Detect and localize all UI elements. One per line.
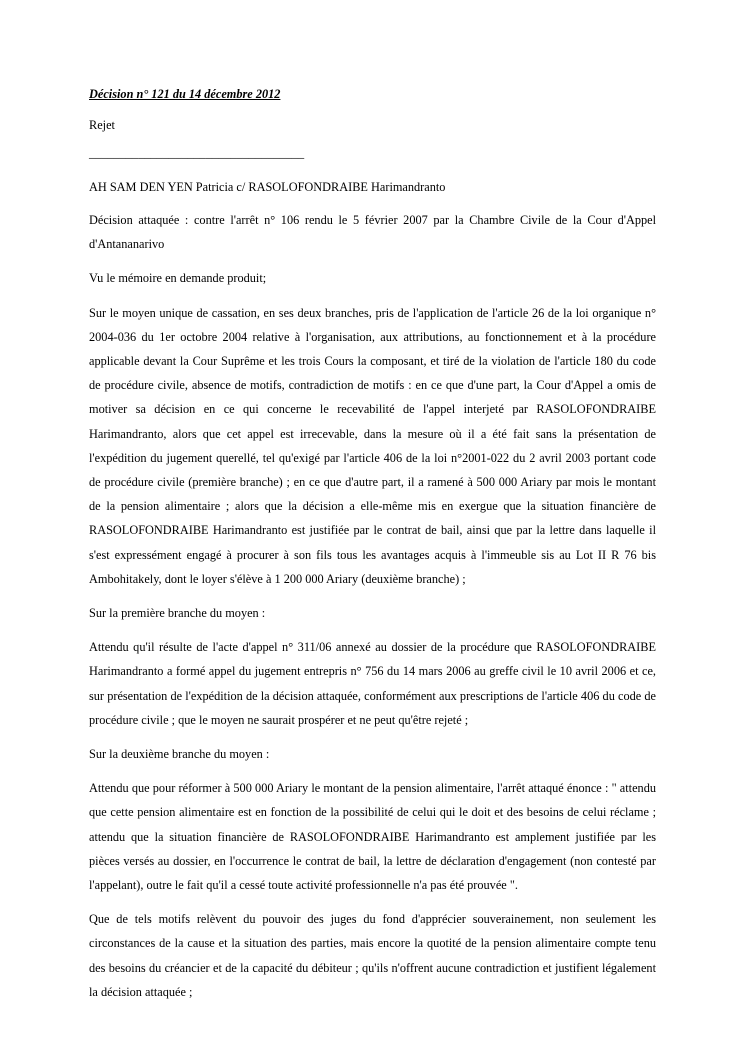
- paragraph-attendu-acte-appel: Attendu qu'il résulte de l'acte d'appel n° 311/06 annexé au dossier de la procédure que RASOLOFONDRAIBE Harimandranto a formé appel du jugement entrepris n° 756 du 14 mars 2006 au greffe civil le 10 avril 2006 et ce, sur présentation de l'expédition de la décision attaquée, conformément aux prescriptions de l'article 406 du code de procédure civile ; que le moyen ne saurait prospérer et ne peut qu'être rejeté ;: [89, 640, 656, 727]
- paragraph-vu-memoire: Vu le mémoire en demande produit;: [89, 271, 267, 286]
- separator-line: ___________________________________: [89, 146, 305, 160]
- heading-premiere-branche: Sur la première branche du moyen :: [89, 606, 266, 621]
- decision-title: Décision n° 121 du 14 décembre 2012: [89, 87, 281, 101]
- decision-outcome: Rejet: [89, 118, 115, 132]
- heading-deuxieme-branche: Sur la deuxième branche du moyen :: [89, 747, 270, 762]
- paragraph-que-de-tels-motifs: Que de tels motifs relèvent du pouvoir des juges du fond d'apprécier souverainement, non seulement les circonstances de la cause et la situation des parties, mais encore la quotité de la pension alimentaire compte tenu des besoins du créancier et de la capacité du débiteur ; qu'ils n'offrent aucune contradiction et justifient légalement la décision attaquée ;: [89, 912, 656, 999]
- paragraph-decision-attaquee: Décision attaquée : contre l'arrêt n° 106 rendu le 5 février 2007 par la Chambre Civile de la Cour d'Appel d'Antananarivo: [89, 213, 656, 252]
- parties-line: AH SAM DEN YEN Patricia c/ RASOLOFONDRAIBE Harimandranto: [89, 180, 446, 194]
- document-page: [89, 86, 656, 1014]
- paragraph-attendu-pension: Attendu que pour réformer à 500 000 Ariary le montant de la pension alimentaire, l'arrêt attaqué énonce : " attendu que cette pension alimentaire est en fonction de la possibilité de celui qui le doit et des besoins de celui réclame ; attendu que la situation financière de RASOLOFONDRAIBE Harimandranto est amplement justifiée par les pièces versés au dossier, en l'occurrence le contrat de bail, la lettre de déclaration d'engagement (non contesté par l'appelant), outre le fait qu'il a cessé toute activité professionnelle n'a pas été prouvée ".: [89, 781, 656, 893]
- paragraph-moyen-unique: Sur le moyen unique de cassation, en ses deux branches, pris de l'application de l'article 26 de la loi organique n° 2004-036 du 1er octobre 2004 relative à l'organisation, aux attributions, au fonctionnement et à la procédure applicable devant la Cour Suprême et les trois Cours la composant, et tiré de la violation de l'article 180 du code de procédure civile, absence de motifs, contradiction de motifs : en ce que d'une part, la Cour d'Appel a omis de motiver sa décision en ce qui concerne le recevabilité de l'appel interjeté par RASOLOFONDRAIBE Harimandranto, alors que cet appel est irrecevable, dans la mesure où il a été fait sans la présentation de l'expédition du jugement querellé, tel qu'exigé par l'article 406 de la loi n°2001-022 du 2 avril 2003 portant code de procédure civile (première branche) ; en ce que d'autre part, il a ramené à 500 000 Ariary par mois le montant de la pension alimentaire ; alors que la décision a elle-même mis en exergue que la situation financière de RASOLOFONDRAIBE Harimandranto est justifiée par le contrat de bail, ainsi que par la lettre dans laquelle il s'est expressément engagé à procurer à son fils tous les avantages acquis à l'immeuble sis au Lot II R 76 bis Ambohitakely, dont le loyer s'élève à 1 200 000 Ariary (deuxième branche) ;: [89, 305, 656, 586]
